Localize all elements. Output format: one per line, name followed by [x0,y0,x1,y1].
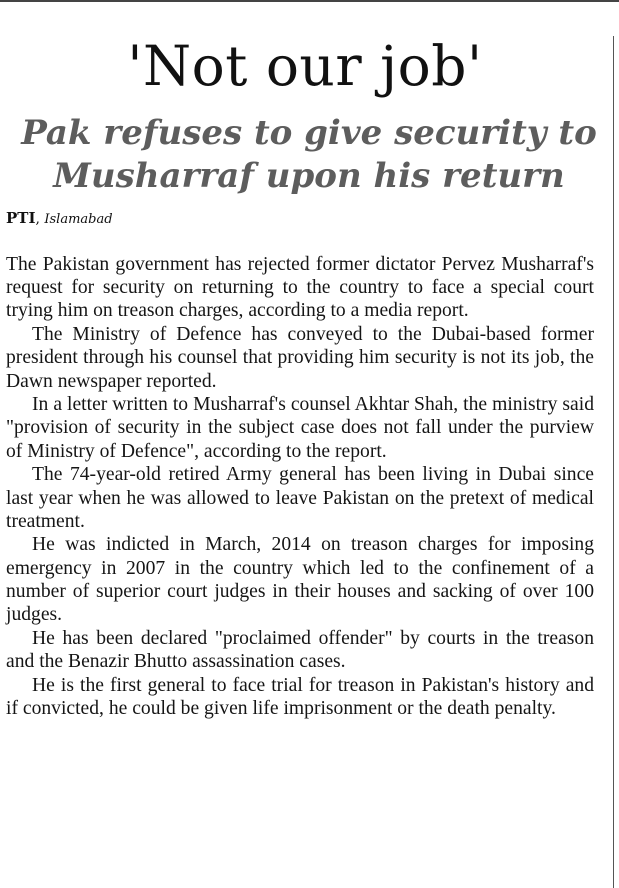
byline [6,208,113,230]
article-paragraph: The Pakistan government has rejected former dictator Pervez Musharraf's request for security on returning to the country to face a special court trying him on treason charges, according to a media report. [6,254,594,322]
article-body [6,253,594,721]
byline-agency: PTI [6,209,36,227]
top-rule [0,0,619,2]
headline: 'Not our job' [127,34,483,98]
byline-separator: , [35,211,45,227]
article-paragraph: In a letter written to Musharraf's counsel Akhtar Shah, the ministry said "provision of security in the subject case does not fall under the purview of Ministry of Defence", according to the report. [6,394,594,462]
article-paragraph: The Ministry of Defence has conveyed to the Dubai-based former president through his counsel that providing him security is not its job, the Dawn newspaper reported. [6,324,594,392]
article-paragraph: He has been declared "proclaimed offender" by courts in the treason and the Benazir Bhutto assassination cases. [6,627,594,672]
article-paragraph: He was indicted in March, 2014 on treason charges for imposing emergency in 2007 in the country which led to the confinement of a number of superior court judges in their houses and sacking of over 100 judges. [6,534,594,626]
subheadline: Pak refuses to give security to Musharraf upon his return [21,113,597,196]
article-paragraph: The 74-year-old retired Army general has been living in Dubai since last year when he was allowed to leave Pakistan on the pretext of medical treatment. [6,464,594,532]
byline-location: Islamabad [44,212,113,227]
article-paragraph: He is the first general to face trial for treason in Pakistan's history and if convicted, he could be given life imprisonment or the death penalty. [6,674,594,719]
